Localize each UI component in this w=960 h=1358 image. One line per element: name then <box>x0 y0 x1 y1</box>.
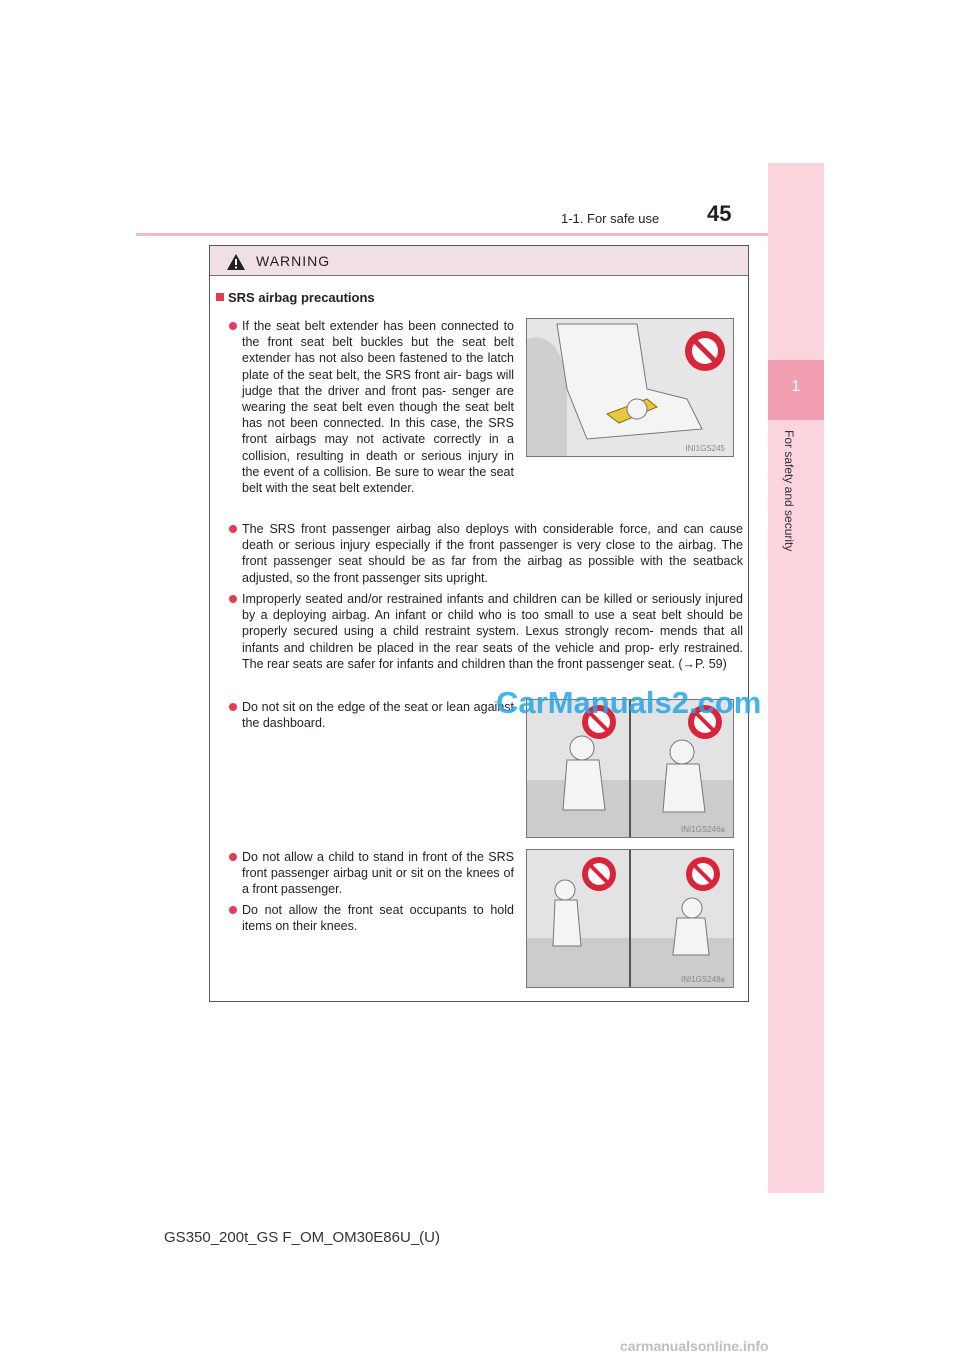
watermark-logo: CarManuals2.com <box>496 685 762 720</box>
header-rule <box>136 233 768 236</box>
bullet-text: Do not allow the front seat occupants to hold items on their knees. <box>242 903 514 934</box>
warning-title: WARNING <box>256 253 331 269</box>
child-airbag-illustration <box>526 849 734 988</box>
seat-belt-extender-illustration <box>526 318 734 457</box>
bullet-item <box>242 849 514 898</box>
chapter-title-text: For safety and security <box>782 430 796 552</box>
round-bullet-icon <box>229 525 237 533</box>
figure-divider <box>629 850 631 987</box>
bullet-item <box>242 699 514 731</box>
figure-id: INI1GS245 <box>685 444 725 453</box>
round-bullet-icon <box>229 595 237 603</box>
warning-box <box>209 245 749 1002</box>
footer-model-code: GS350_200t_GS F_OM_OM30E86U_(U) <box>164 1229 440 1246</box>
figure-id: INI1GS248a <box>680 975 725 984</box>
bullet-text: Improperly seated and/or restrained infants and children can be killed or seriously injured by a deploying airbag. An infant or child who is too small to use a seat belt should be properly secured using a child restraint system. Lexus strongly recom- mends that all infants and children be placed in the rear seats of the vehicle and prop- erly restrained. The rear seats are safer for infants and children than the front passenger seat. (→P. 59) <box>242 592 743 671</box>
warning-header <box>210 246 748 276</box>
round-bullet-icon <box>229 853 237 861</box>
chapter-number: 1 <box>791 378 801 395</box>
page-number: 45 <box>707 201 732 226</box>
bullet-text: The SRS front passenger airbag also deploys with considerable force, and can cause death or serious injury especially if the front passenger is very close to the airbag. The front passenger seat should be as far from the airbag as possible with the seatback adjusted, so the front passenger sits upright. <box>242 522 743 585</box>
bullet-item <box>242 591 743 672</box>
seated-person-illustration <box>527 319 733 456</box>
bullet-text: Do not sit on the edge of the seat or lean against the dashboard. <box>242 700 514 731</box>
bullet-text: If the seat belt extender has been connected to the front seat belt buckles but the seat belt extender has not also been fastened to the latch plate of the seat belt, the SRS front air- bags will judge that the driver and front pas- senger are wearing the seat belt even though the seat belt has not been connected. In this case, the SRS front airbags may not activate correctly in a collision, resulting in death or serious injury in the event of a collision. Be sure to wear the seat belt with the seat belt extender. <box>242 319 514 496</box>
round-bullet-icon <box>229 906 237 914</box>
watermark-footer: carmanualsonline.info <box>620 1338 769 1354</box>
section-heading-text: SRS airbag precautions <box>228 290 375 305</box>
warning-triangle-icon <box>226 253 246 271</box>
chapter-title-vertical <box>782 430 800 630</box>
bullet-text: Do not allow a child to stand in front of the SRS front passenger airbag unit or sit on the knees of a front passenger. <box>242 850 514 897</box>
round-bullet-icon <box>229 322 237 330</box>
section-heading <box>216 290 375 305</box>
bullet-item <box>242 318 514 496</box>
round-bullet-icon <box>229 703 237 711</box>
side-tab-strip <box>768 163 824 1193</box>
bullet-item <box>242 521 743 586</box>
square-bullet-icon <box>216 293 224 301</box>
figure-id: INI1GS246a <box>680 825 725 834</box>
section-title: 1-1. For safe use <box>561 211 660 226</box>
bullet-item <box>242 902 514 934</box>
